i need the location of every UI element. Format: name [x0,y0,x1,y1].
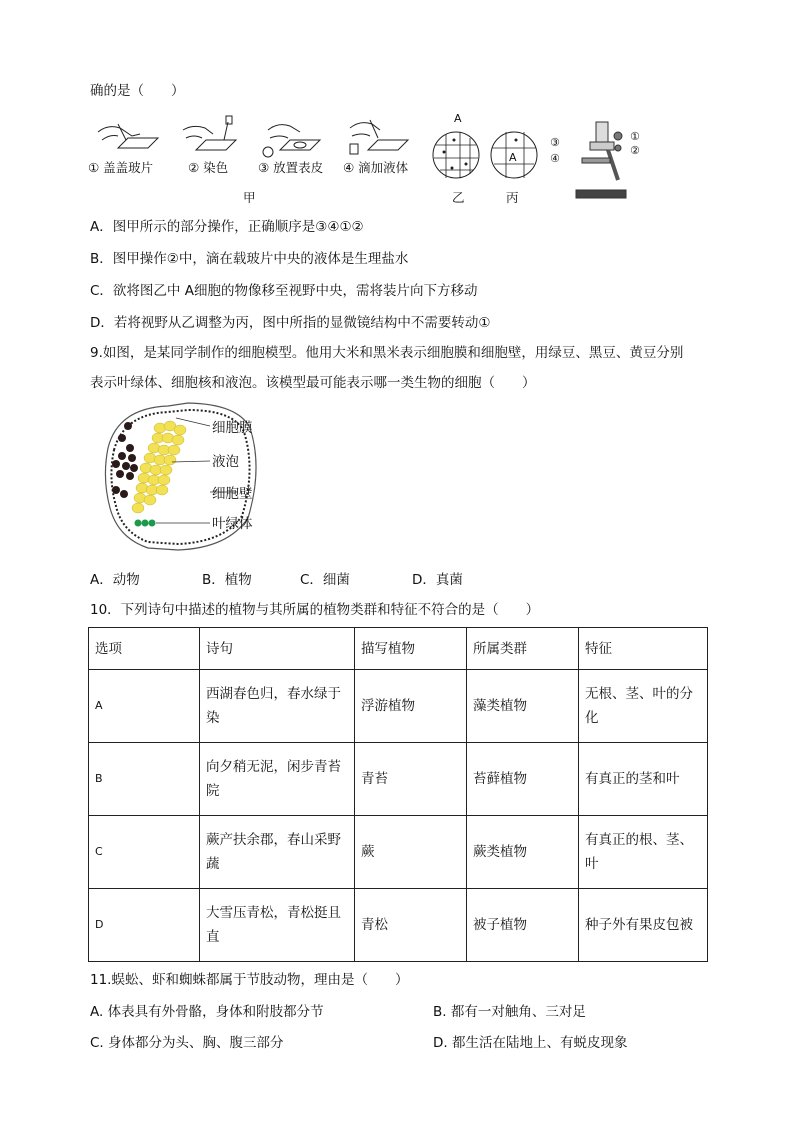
q8-option-c: C．欲将图乙中 A细胞的物像移至视野中央，需将装片向下方移动 [90,283,478,299]
scope-label-4: ④ [550,152,560,165]
label-yi: 乙 [452,190,465,205]
cell-group: 藻类植物 [467,670,579,743]
q8-option-d: D．若将视野从乙调整为丙，图中所指的显微镜结构中不需要转动① [90,315,491,331]
caption-1: ① 盖盖玻片 [88,160,154,175]
q9-option-d: D．真菌 [412,572,463,588]
q11-stem: 11.蜈蚣、虾和蜘蛛都属于节肢动物，理由是（ ） [90,972,409,988]
cell-a-label-yi: A [454,112,462,125]
q9-stem-line1: 9.如图，是某同学制作的细胞模型。他用大米和黑米表示细胞膜和细胞壁，用绿豆、黑豆、黄豆分别 [90,345,684,361]
header-poem: 诗句 [200,628,355,670]
cell-plant: 浮游植物 [355,670,467,743]
cell-feature: 种子外有果皮包被 [579,889,708,962]
table-row [89,743,708,816]
cell-feature: 有真正的茎和叶 [579,743,708,816]
q11-option-b: B. 都有一对触角、三对足 [433,1004,586,1020]
header-plant: 描写植物 [355,628,467,670]
table-row [89,670,708,743]
q8-stem-tail: 确的是（ ） [90,83,185,99]
label-cell-wall: 细胞壁 [212,486,253,502]
view-yi [433,112,479,178]
cell-plant: 青松 [355,889,467,962]
add-liquid-illustration [350,120,408,154]
label-jia: 甲 [243,190,256,205]
cell-feature: 有真正的根、茎、叶 [579,816,708,889]
cell-option: A [89,670,200,743]
chloroplast-beans [135,520,156,527]
vacuole-beans [132,421,186,513]
cell-option: B [89,743,200,816]
cell-plant: 蕨 [355,816,467,889]
q11-option-a: A. 体表具有外骨骼，身体和附肢都分节 [90,1004,324,1020]
scope-label-3: ③ [550,136,560,149]
scope-label-2: ② [630,144,640,157]
caption-2: ② 染色 [188,160,229,175]
cell-plant: 青苔 [355,743,467,816]
header-option: 选项 [89,628,200,670]
view-bing [491,132,537,178]
q8-option-a: A．图甲所示的部分操作，正确顺序是③④①② [90,219,364,235]
table-row [89,816,708,889]
q9-option-c: C．细菌 [300,572,350,588]
cell-model-figure [88,398,288,558]
table-row [89,889,708,962]
label-vacuole: 液泡 [212,454,239,470]
microscope-illustration [576,122,626,198]
cell-poem: 大雪压青松，青松挺且直 [200,889,355,962]
label-cell-membrane: 细胞膜 [212,420,253,436]
q10-table [88,627,708,962]
label-chloroplast: 叶绿体 [212,516,253,532]
q9-option-a: A．动物 [90,572,140,588]
q11-option-c: C. 身体都分为头、胸、腹三部分 [90,1035,284,1051]
header-feature: 特征 [579,628,708,670]
caption-3: ③ 放置表皮 [258,160,324,175]
q8-figure [88,110,648,210]
stain-illustration [183,116,236,150]
caption-4: ④ 滴加液体 [343,160,409,175]
cell-group: 被子植物 [467,889,579,962]
nucleus-beans [112,422,138,498]
q10-stem: 10．下列诗句中描述的植物与其所属的植物类群和特征不符合的是（ ） [90,602,540,618]
cell-a-label-bing: A [509,151,517,164]
q9-option-b: B．植物 [202,572,252,588]
q8-option-b: B．图甲操作②中，滴在载玻片中央的液体是生理盐水 [90,251,409,267]
table-header-row [89,628,708,670]
q11-option-d: D. 都生活在陆地上、有蜕皮现象 [433,1035,628,1051]
q9-stem-line2: 表示叶绿体、细胞核和液泡。该模型最可能表示哪一类生物的细胞（ ） [90,375,536,391]
scope-label-1: ① [630,130,640,143]
cell-option: D [89,889,200,962]
cell-feature: 无根、茎、叶的分化 [579,670,708,743]
cover-slip-illustration [98,124,158,148]
cell-group: 蕨类植物 [467,816,579,889]
place-epidermis-illustration [263,125,320,157]
cell-group: 苔藓植物 [467,743,579,816]
cell-poem: 蕨产扶余郡，春山采野蔬 [200,816,355,889]
header-group: 所属类群 [467,628,579,670]
label-bing: 丙 [506,190,519,205]
cell-poem: 向夕稍无泥，闲步青苔院 [200,743,355,816]
cell-option: C [89,816,200,889]
cell-poem: 西湖春色归，春水绿于染 [200,670,355,743]
